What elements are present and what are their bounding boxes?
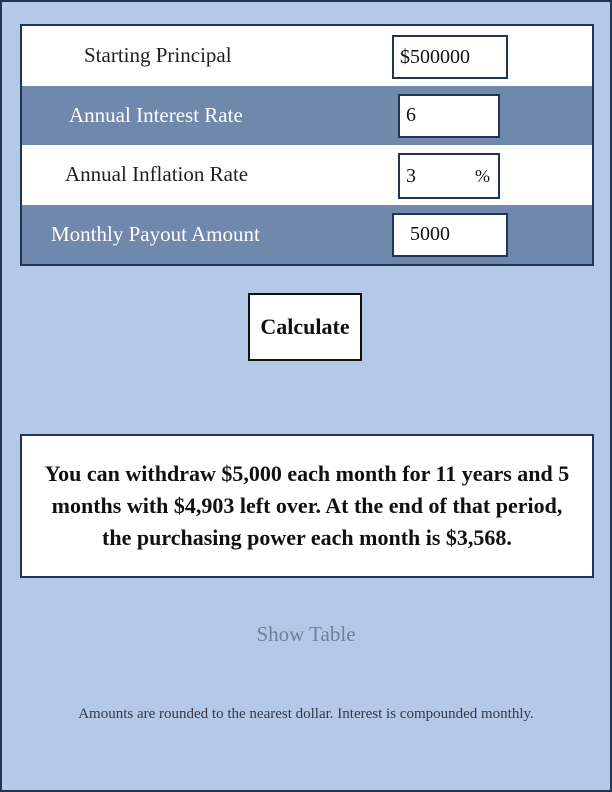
annual-interest-rate-value: 6: [406, 104, 416, 126]
annual-interest-rate-label: Annual Interest Rate: [69, 102, 243, 127]
annual-inflation-rate-label: Annual Inflation Rate: [65, 162, 249, 187]
row-starting-principal: [22, 26, 592, 86]
result-box: [20, 434, 594, 578]
calculate-button[interactable]: Calculate: [248, 293, 362, 361]
annual-inflation-rate-input[interactable]: [398, 153, 500, 199]
starting-principal-input[interactable]: [392, 35, 508, 79]
input-form: [20, 24, 594, 266]
monthly-payout-amount-value: 5000: [410, 223, 450, 245]
starting-principal-value: $500000: [400, 45, 470, 68]
footnote: Amounts are rounded to the nearest dollar. Interest is compounded monthly.: [78, 706, 534, 722]
result-text: You can withdraw $5,000 each month for 11 years and 5 months with $4,903 left over. At the end of that period, the purchasing power each month is $3,568.: [44, 461, 570, 550]
row-monthly-payout-amount: [22, 205, 592, 265]
monthly-payout-amount-label: Monthly Payout Amount: [51, 221, 260, 246]
monthly-payout-amount-input[interactable]: [392, 213, 508, 257]
annual-interest-rate-input[interactable]: [398, 94, 500, 138]
row-annual-interest-rate: [22, 86, 592, 146]
annual-inflation-rate-value: 3: [406, 164, 416, 187]
row-annual-inflation-rate: [22, 145, 592, 205]
show-table-link[interactable]: Show Table: [256, 622, 356, 646]
starting-principal-label: Starting Principal: [84, 43, 232, 68]
percent-suffix: %: [475, 165, 490, 186]
